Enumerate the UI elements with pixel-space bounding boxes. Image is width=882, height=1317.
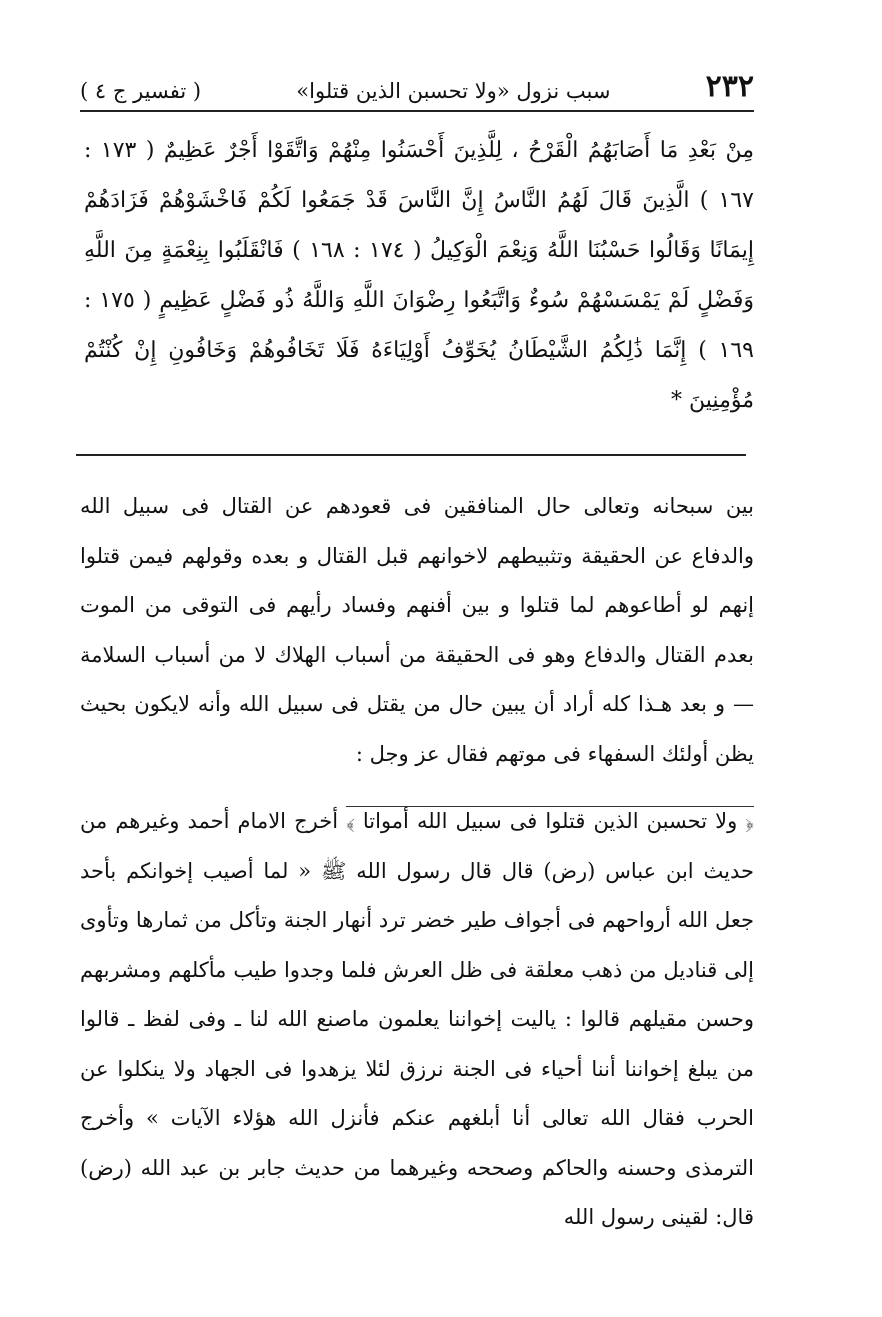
section-divider	[76, 454, 746, 456]
hadith-text: أخرج الامام أحمد وغيرهم من حديث ابن عباس (رض) قال قال رسول الله ﷺ « لما أصيب إخوانكم بأحد جعل الله أرواحهم فى أجواف طير خضر ترد أنهار الجنة وتأكل من ثمارها وتأوى إلى قناديل من ذهب معلقة فى ظل العرش فلما وجدوا طيب مأكلهم ومشربهم وحسن مقيلهم قالوا : ياليت إخواننا يعلمون ماصنع الله لنا ـ وفى لفظ ـ قالوا من يبلغ إخواننا أننا أحياء فى الجنة نرزق لئلا يزهدوا فى الجهاد ولا ينكلوا عن الحرب فقال الله تعالى أنا أبلغهم عنكم فأنزل الله هؤلاء الآيات » وأخرج الترمذى وحسنه والحاكم وصححه وغيرهما من حديث جابر بن عبد الله (رض) قال: لقينى رسول الله	[80, 809, 754, 1229]
quoted-verse: ﴿ ولا تحسبن الذين قتلوا فى سبيل الله أمواتا ﴾	[346, 806, 754, 833]
commentary	[80, 482, 754, 1243]
page-header	[80, 0, 754, 112]
quran-verses: مِنْ بَعْدِ مَا أَصَابَهُمُ الْقَرْحُ ، لِلَّذِينَ أَحْسَنُوا مِنْهُمْ وَاتَّقَوْا أَجْرٌ عَظِيمٌ ( ١٧٣ : ١٦٧ ) الَّذِينَ قَالَ لَهُمُ النَّاسُ إِنَّ النَّاسَ قَدْ جَمَعُوا لَكُمْ فَاخْشَوْهُمْ فَزَادَهُمْ إِيمَانًا وَقَالُوا حَسْبُنَا اللَّهُ وَنِعْمَ الْوَكِيلُ ( ١٧٤ : ١٦٨ ) فَانْقَلَبُوا بِنِعْمَةٍ مِنَ اللَّهِ وَفَضْلٍ لَمْ يَمْسَسْهُمْ سُوءٌ وَاتَّبَعُوا رِضْوَانَ اللَّهِ وَاللَّهُ ذُو فَضْلٍ عَظِيمٍ ( ١٧٥ : ١٦٩ ) إِنَّمَا ذَٰلِكُمُ الشَّيْطَانُ يُخَوِّفُ أَوْلِيَاءَهُ فَلَا تَخَافُوهُمْ وَخَافُونِ إِنْ كُنْتُمْ مُؤْمِنِينَ *	[84, 138, 755, 413]
page-number: ٢٣٢	[705, 69, 754, 104]
running-section: ( تفسير ج ٤ )	[80, 79, 202, 103]
commentary-paragraph-hadith	[80, 797, 754, 1243]
commentary-paragraph: بين سبحانه وتعالى حال المنافقين فى قعودهم عن القتال فى سبيل الله والدفاع عن الحقيقة وتثبيطهم لاخوانهم قبل القتال و بعده وقولهم فيمن قتلوا إنهم لو أطاعوهم لما قتلوا و بين أفنهم وفساد رأيهم فى التوقى من الموت بعدم القتال والدفاع وهو فى الحقيقة من أسباب الهلاك لا من أسباب السلامة — و بعد هـذا كله أراد أن يبين حال من يقتل فى سبيل الله وأنه لايكون بحيث يظن أولئك السفهاء فى موتهم فقال عز وجل :	[80, 494, 754, 766]
running-title: سبب نزول «ولا تحسبن الذين قتلوا»	[296, 79, 611, 103]
